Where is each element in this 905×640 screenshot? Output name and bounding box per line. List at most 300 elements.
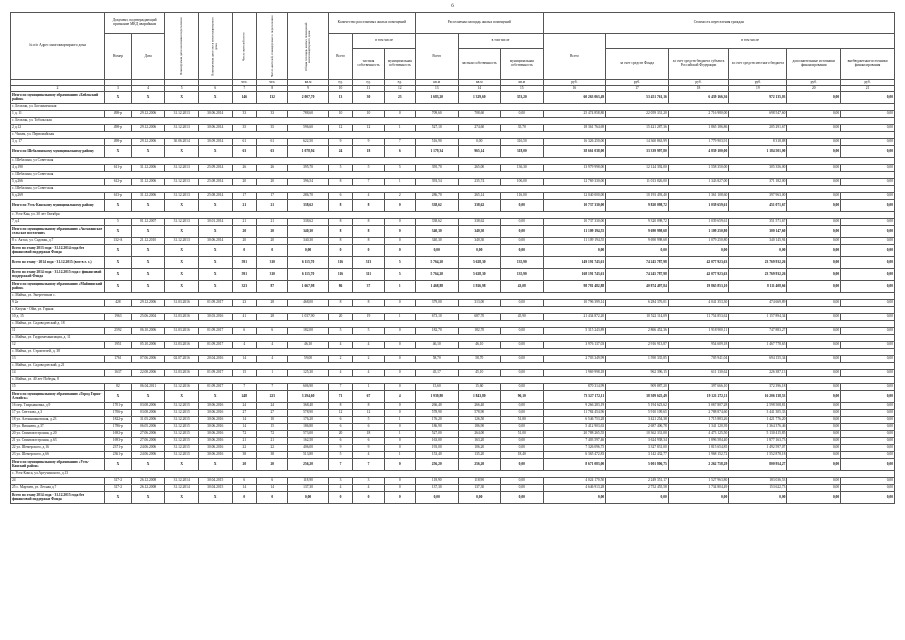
table-row [11,328,895,335]
table-cell: 13 [328,92,353,104]
table-cell: 8 с. Актал, ул. Садовая, д.7 [11,238,105,245]
table-cell: 1 329,60 [458,92,501,104]
table-cell: 20 [232,238,257,245]
table-cell: 317-2 [104,485,131,492]
table-cell: 7 [257,384,288,391]
subtotal-row [11,391,895,403]
table-cell: 22 [257,445,288,452]
table-cell: 12 [328,410,353,417]
table-cell: 8 [328,300,353,307]
table-cell: 01.09.2017 [198,300,232,307]
table-cell: 137,30 [458,485,501,492]
table-cell: 2 752 455,58 [606,485,669,492]
table-cell: 340,30 [458,238,501,245]
table-cell: 0,00 [787,391,841,403]
header-area-private: частная собственность [458,49,501,80]
table-cell: 0 [384,410,415,417]
table-cell: 12 [353,410,384,417]
table-cell: 21 [257,438,288,445]
table-cell: 3 441 305,33 [729,410,787,417]
table-cell: 709,60 [415,111,458,118]
column-index-cell: 2 [11,86,105,92]
table-cell: 33 339 997,80 [606,146,669,158]
table-cell: 5 764,20 [415,257,458,269]
table-cell: 972 135,03 [729,92,787,104]
table-cell: 747 883,27 [729,328,787,335]
table-cell: 0,00 [787,146,841,158]
table-cell: X [131,226,165,238]
table-cell: 19 ул. Вишнева, д.37 [11,424,105,431]
table-cell: 5 628,30 [458,257,501,269]
table-cell: 5 412 903,63 [543,424,606,431]
table-cell: 30.06.2016 [198,431,232,438]
table-cell: 19 865 853,10 [668,281,728,293]
address-group-cell: с. Майма, ул. Гидромеханизация, д. 11 [11,335,895,342]
table-cell: 0,00 [841,485,895,492]
table-cell: 45,90 [501,314,544,321]
unit-cell: кв.м [288,80,328,86]
header-rooms-total: Всего [328,34,353,80]
table-row [11,478,895,485]
table-cell: 74 245 787,98 [606,257,669,269]
column-index-cell: 9 [288,86,328,92]
address-group-row [11,104,895,111]
address-group-cell: с. Бельтак, ул. Тобольская [11,118,895,125]
address-group-row [11,349,895,356]
table-cell: 0,00 [841,384,895,391]
table-cell: 338,62 [415,200,458,212]
table-row [11,424,895,431]
table-cell: 0 [384,384,415,391]
table-cell: 1 179,34 [415,146,458,158]
table-row [11,431,895,438]
table-cell: 316,50 [501,139,544,146]
table-row [11,452,895,459]
table-cell: 3 294,60 [288,391,328,403]
table-cell: 18 361 764,69 [543,125,606,132]
table-cell: 38 [257,452,288,459]
table-cell: 30.06.2016 [198,445,232,452]
unit-cell: руб. [543,80,606,86]
table-cell: 6 [257,328,288,335]
table-cell: 12 040 000,00 [543,193,606,200]
table-row [11,314,895,321]
table-cell: 45,17 [415,370,458,377]
table-cell: 20 788 265,55 [543,431,606,438]
table-cell: 20.04.2016 [198,356,232,363]
table-cell: 0,00 [729,492,787,504]
table-cell: 0,00 [288,245,328,257]
table-cell: 0,00 [787,193,841,200]
table-cell: 30.04.2015 [198,485,232,492]
table-cell: 30.06.2016 [198,417,232,424]
table-cell: 72 [232,431,257,438]
table-cell: 9 320 098,72 [606,219,669,226]
table-cell: 0,00 [501,342,544,349]
table-cell: 317-2 [104,478,131,485]
table-cell: 305 356,00 [729,165,787,172]
table-cell: 6 [232,478,257,485]
header-planned-demolish: Планируемая дата сноса многоквартирного дома [198,13,232,80]
table-cell: 10 д. 15 [11,314,105,321]
table-cell: 74 245 787,98 [606,269,669,281]
table-cell: 25 с. Мартаев, ул. Лесная д.7 [11,485,105,492]
table-cell: 10 737 330,00 [543,200,606,212]
table-cell: 1 877 163,73 [729,438,787,445]
table-cell: 30.06.2016 [198,452,232,459]
table-cell: 0 [328,492,353,504]
column-index-cell: 15 [501,86,544,92]
table-cell: X [198,245,232,257]
table-cell: 0,00 [501,111,544,118]
table-cell: 451 071,67 [729,200,787,212]
table-cell: 0,00 [501,485,544,492]
table-cell: 516,90 [415,139,458,146]
table-cell: 6 [257,478,288,485]
table-cell: 10 [257,417,288,424]
header-cost-total: Всего [543,34,606,80]
table-cell: 4 [328,485,353,492]
table-cell: 0,00 [787,257,841,269]
table-cell: 3 д. 17 [11,139,105,146]
table-cell: 7 [353,179,384,186]
table-cell: 0,00 [501,328,544,335]
table-cell: 338,62 [288,219,328,226]
table-cell: 137,30 [288,485,328,492]
table-cell: 5 910 109,65 [606,410,669,417]
table-cell: 182,00 [288,328,328,335]
table-cell: X [104,492,131,504]
table-cell: X [104,391,131,403]
table-cell: 9 820 098,72 [606,200,669,212]
table-cell: 24 [328,146,353,158]
table-cell: 0 [384,328,415,335]
table-cell: 5 628,30 [458,269,501,281]
table-cell: 23 769 932,26 [729,257,787,269]
table-cell: 24.06.2006 [131,452,165,459]
table-cell: 0,00 [841,111,895,118]
table-cell: 1 918 900,11 [668,328,728,335]
table-cell: 264,00 [458,431,501,438]
table-cell: 0,00 [787,403,841,410]
table-cell: 2 262 758,29 [668,459,728,471]
table-cell: 59,00 [288,356,328,363]
subtotal-row [11,245,895,257]
table-cell: Итого по Шебалинскому муниципальному району [11,146,105,158]
table-row [11,238,895,245]
table-cell: 31.12.2006 [131,179,165,186]
table-cell: 37 [353,281,384,293]
table-cell: 0,00 [501,238,544,245]
header-residents: Число жителей всего [232,13,257,80]
table-cell: 4 [353,452,384,459]
table-cell: 153,40 [415,452,458,459]
table-cell: 14 360 863,99 [606,139,669,146]
table-cell: 8 111 408,66 [729,281,787,293]
table-cell: 5 001 806,75 [606,459,669,471]
table-cell: 0,00 [787,342,841,349]
table-cell: X [198,226,232,238]
table-cell: 9 690 998,68 [606,238,669,245]
table-cell: 12 [353,125,384,132]
table-cell: 338,62 [415,219,458,226]
table-cell: 22 [232,445,257,452]
table-cell: 118,90 [415,478,458,485]
table-cell: 1 [257,370,288,377]
header-area-group: Расселяемая площадь жилых помещений [415,13,543,34]
table-cell: X [165,459,199,471]
table-cell: 132-А [104,238,131,245]
table-cell: 0,00 [841,179,895,186]
table-cell: 340,30 [288,226,328,238]
table-cell: 513,80 [288,452,328,459]
table-row [11,193,895,200]
table-cell: 28 [257,300,288,307]
header-area-total-col: Всего [415,34,458,80]
table-cell: 0,00 [501,300,544,307]
address-group-cell: с. Шебалино, ул Советская [11,186,895,193]
table-cell: 33 [232,111,257,118]
table-cell: 0,00 [841,492,895,504]
table-cell: 21 [232,438,257,445]
subtotal-row [11,269,895,281]
table-cell: 8 [353,300,384,307]
table-cell: 31.12.2006 [131,165,165,172]
column-index-cell: 7 [232,86,257,92]
table-cell: 186,90 [415,424,458,431]
table-cell: 163,20 [458,438,501,445]
table-cell: X [104,459,131,471]
table-cell: 29.12.2006 [131,300,165,307]
table-cell: 4 [257,356,288,363]
unit-cell: кв.м [415,80,458,86]
table-row [11,445,895,452]
table-cell: 7 326 096,75 [543,445,606,452]
unit-cell: ед. [353,80,384,86]
table-cell: 31.03.2016 [165,370,199,377]
table-cell: 24.06.2006 [131,445,165,452]
table-cell: 0,00 [787,281,841,293]
table-cell: 0,00 [841,410,895,417]
table-cell: 12 124 392,00 [606,165,669,172]
table-cell: 612-р [104,179,131,186]
header-area-incl: в том числе [458,34,543,49]
table-cell: 30.04.2015 [198,478,232,485]
address-group-row [11,118,895,125]
table-cell: 395,70 [288,165,328,172]
table-row [11,403,895,410]
table-cell: 274,60 [458,125,501,132]
address-group-cell: с. Майма, ул. Энергетиков с. [11,293,895,300]
table-cell: 323 [232,281,257,293]
table-cell: 60 263 063,49 [543,92,606,104]
table-cell: 2592 [104,328,131,335]
address-group-row [11,377,895,384]
table-cell: 0,00 [668,492,728,504]
table-cell: 0 [353,245,384,257]
table-cell: 0,00 [841,370,895,377]
subtotal-row [11,146,895,158]
table-cell: 21 [232,200,257,212]
header-doc: Документ, подтверждающий признание МКД аварийным [104,13,164,34]
table-cell: 6 [353,438,384,445]
table-cell: 1 590 335,85 [606,356,669,363]
column-index-cell: 16 [543,86,606,92]
table-cell: 0,00 [729,245,787,257]
table-cell: 9 [328,139,353,146]
table-cell: X [165,257,199,269]
table-cell: 9 [353,139,384,146]
table-cell: 0,00 [787,238,841,245]
table-cell: 578,90 [458,410,501,417]
table-cell: 20 [232,179,257,186]
header-rooms-private: частная собственность [353,49,384,80]
table-cell: 0 [353,492,384,504]
table-cell: 137,30 [415,485,458,492]
table-cell: 687,70 [458,314,501,321]
table-cell: 31.12.2015 [165,452,199,459]
table-cell: 176,20 [415,417,458,424]
table-cell: 24 [257,403,288,410]
table-cell: 8 [353,219,384,226]
table-cell: 183 036,53 [729,478,787,485]
table-cell: 1 079 250,80 [668,238,728,245]
table-cell: Итого по Усть-Канскому муниципальному району [11,200,105,212]
table-cell: 28 [257,314,288,321]
subtotal-row [11,459,895,471]
table-cell: 286,70 [288,193,328,200]
table-cell: 4 473 125,50 [668,431,728,438]
table-cell: 5 [328,165,353,172]
table-cell: 351 571,67 [729,219,787,226]
table-cell: X [131,200,165,212]
table-cell: 313 [353,257,384,269]
table-cell: 909 887,20 [606,384,669,391]
table-cell: 1 109 250,80 [668,226,728,238]
table-cell: 6 [384,146,415,158]
table-cell: 2 д.12 [11,125,105,132]
table-cell: 1692-р [104,431,131,438]
header-doc-date: Дата [131,34,165,80]
table-cell: X [104,200,131,212]
table-cell: 126,50 [458,417,501,424]
table-cell: 0 [384,342,415,349]
table-cell: 182,70 [458,328,501,335]
subtotal-row [11,200,895,212]
table-cell: X [165,269,199,281]
table-cell: 11 784 454,96 [543,410,606,417]
table-cell: 20 ул. Свинтактстрония, д.20 [11,431,105,438]
table-cell: 1 184 501,00 [729,146,787,158]
table-cell: 498-р [104,125,131,132]
table-cell: 954 609,18 [668,342,728,349]
table-cell: 21.12.2010 [131,238,165,245]
table-cell: 368,40 [288,403,328,410]
table-cell: 149 191 743,61 [543,257,606,269]
column-index-cell: 10 [328,86,353,92]
table-cell: 1 969 998,18 [543,370,606,377]
table-cell: 4 [257,342,288,349]
table-cell: 340,30 [415,226,458,238]
table-cell: 31.12.2015 [165,417,199,424]
table-cell: 0,00 [841,238,895,245]
table-cell: 10 [353,111,384,118]
table-cell: 1963 [104,314,131,321]
table-cell: 03.08.2006 [131,403,165,410]
address-group-row [11,471,895,478]
table-cell: 87 [257,281,288,293]
table-cell: 6 115,70 [288,269,328,281]
table-cell: 318,00 [501,146,544,158]
table-cell: 611 130,62 [668,370,728,377]
table-cell: 0,00 [787,111,841,118]
table-cell: 340,30 [458,226,501,238]
table-cell: 0,00 [787,370,841,377]
table-cell: 18 [353,431,384,438]
table-cell: 5 [353,165,384,172]
table-cell: 20 [232,226,257,238]
table-cell: 870 314,99 [543,384,606,391]
table-cell: 622,50 [288,139,328,146]
header-cost-excess: внебюджетные источники финансирования [841,49,895,80]
table-cell: X [104,245,131,257]
table-row [11,342,895,349]
table-cell: 11 754 853,62 [668,314,728,321]
table-cell: 19 121 272,11 [668,391,728,403]
table-cell: 6 115,70 [288,257,328,269]
table-cell: 0,00 [501,403,544,410]
table-cell: 9 266 283,19 [543,403,606,410]
table-cell: 12 769 330,00 [543,179,606,186]
table-cell: 0,00 [841,125,895,132]
table-cell: 2 007,70 [288,92,328,104]
table-cell: 30 [353,92,384,104]
table-cell: 20 [257,179,288,186]
table-cell: 01.09.2017 [198,342,232,349]
table-cell: 1 896 584,40 [668,438,728,445]
table-cell: 4 [232,342,257,349]
column-index-cell: 6 [198,86,232,92]
table-cell: 25.08.2014 [198,179,232,186]
table-cell: 1 039 659,61 [668,219,728,226]
table-cell: 186,90 [458,424,501,431]
address-group-cell: с. Усть-Кан, ул. 30 лет Октября [11,212,895,219]
header-rooms-municipal: муниципальная собственность [384,49,415,80]
table-cell: 31.12.2006 [131,193,165,200]
table-cell: 694 155,34 [729,356,787,363]
table-row [11,384,895,391]
table-cell: 338,62 [458,219,501,226]
table-cell: 1 467 778,65 [729,342,787,349]
table-cell: 0 [384,300,415,307]
table-cell: 118,90 [288,478,328,485]
table-cell: 4 024 170,50 [543,478,606,485]
address-group-cell: с. Майма, ул. Садоводческий, д.21 [11,363,895,370]
subtotal-row [11,226,895,238]
table-cell: 0 [384,219,415,226]
table-cell: 0,00 [787,300,841,307]
table-cell: 30.06.2014 [198,111,232,118]
unit-cell: ед. [328,80,353,86]
table-cell: 38 [232,452,257,459]
table-cell: 17 [257,193,288,200]
table-row [11,410,895,417]
table-cell: 14 [232,424,257,431]
header-cost-fund: за счет средств Фонда [606,49,669,80]
table-cell: 0,00 [841,219,895,226]
table-cell: 31.12.2015 [165,438,199,445]
table-cell: 0,00 [415,245,458,257]
